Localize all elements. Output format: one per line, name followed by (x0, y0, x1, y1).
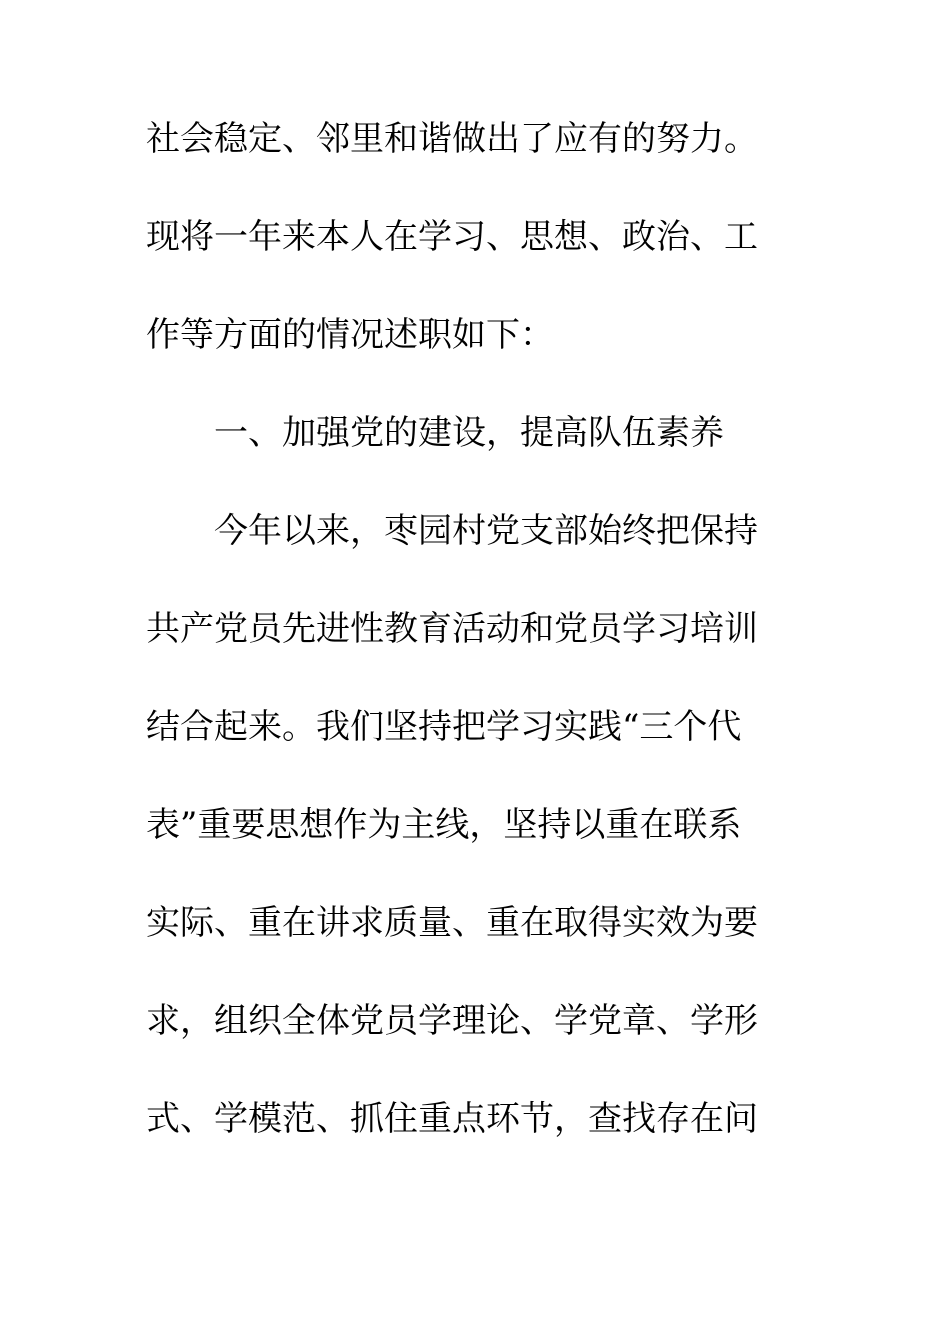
body-text (146, 119, 786, 1200)
text-line: 作等方面的情况述职如下： (146, 315, 554, 355)
text-line: 结合起来。我们坚持把学习实践“三个代 (146, 707, 742, 747)
text-line: 式、学模范、抓住重点环节，查找存在问 (146, 1099, 758, 1139)
text-line: 表”重要思想作为主线，坚持以重在联系 (146, 805, 742, 845)
text-line: 求，组织全体党员学理论、学党章、学形 (146, 1001, 758, 1041)
text-line: 共产党员先进性教育活动和党员学习培训 (146, 609, 758, 649)
section-heading: 一、加强党的建设，提高队伍素养 (214, 413, 724, 453)
text-line: 社会稳定、邻里和谐做出了应有的努力。 (146, 119, 758, 159)
text-line: 现将一年来本人在学习、思想、政治、工 (146, 217, 758, 257)
paragraph-start-line: 今年以来，枣园村党支部始终把保持 (214, 511, 758, 551)
text-line: 实际、重在讲求质量、重在取得实效为要 (146, 903, 758, 943)
